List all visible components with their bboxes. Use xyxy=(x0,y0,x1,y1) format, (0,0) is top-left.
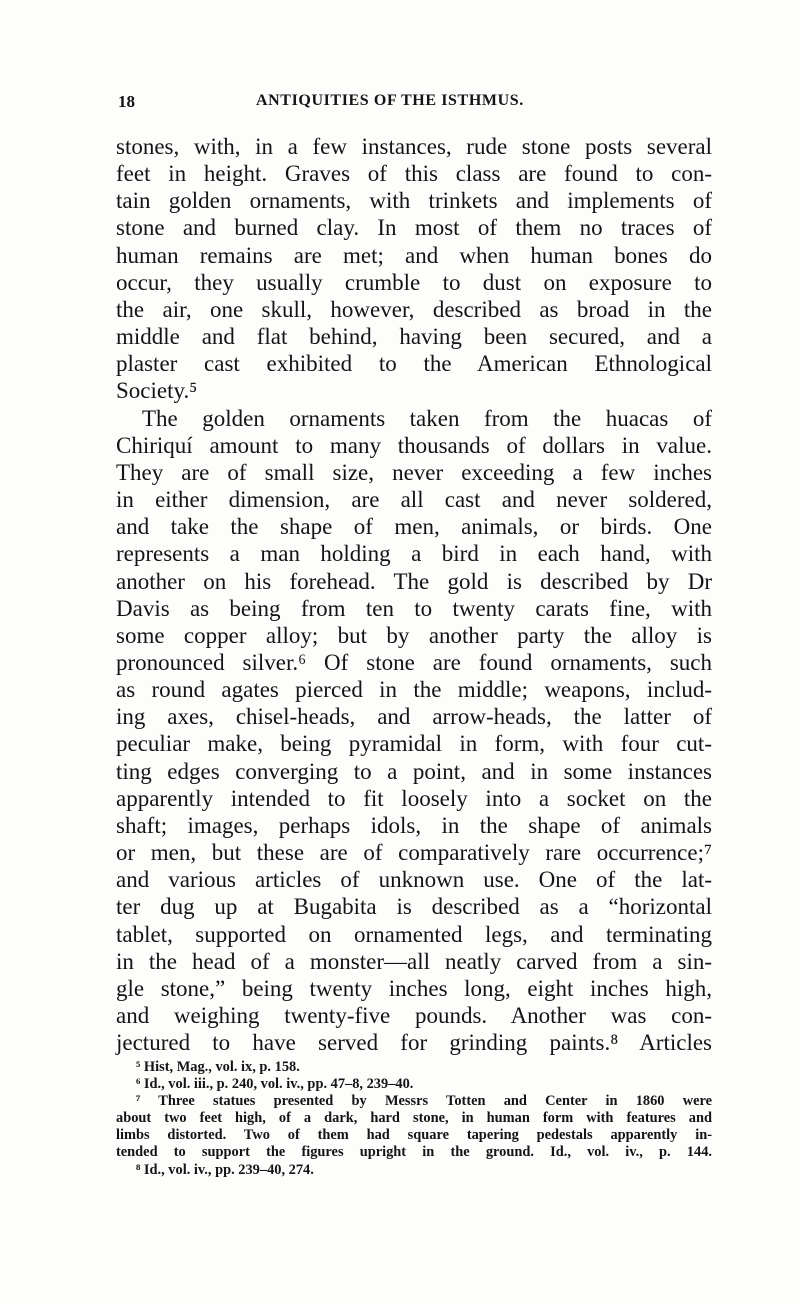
text-line: Society.⁵ xyxy=(116,378,198,404)
text-line: Davis as being from ten to twenty carats fine, with xyxy=(116,595,712,621)
page-header xyxy=(118,92,712,114)
text-line: peculiar make, being pyramidal in form, with four cut- xyxy=(116,731,712,757)
text-line: and weighing twenty-five pounds. Another was con- xyxy=(116,1003,712,1028)
text-line: as round agates pierced in the middle; weapons, includ- xyxy=(116,677,712,703)
text-line: in the head of a monster—all neatly carved from a sin- xyxy=(116,948,712,974)
footnotes xyxy=(116,1059,712,1179)
text-line: tablet, supported on ornamented legs, and terminating xyxy=(116,921,712,947)
footnote-line: about two feet high, of a dark, hard stone, in human form with features and xyxy=(116,1110,712,1127)
footnote-line: limbs distorted. Two of them had square tapering pedestals apparently in- xyxy=(116,1127,712,1144)
footnote-line: tended to support the figures upright in the ground. Id., vol. iv., p. 144. xyxy=(116,1144,712,1161)
text-line: shaft; images, perhaps idols, in the shape of animals xyxy=(116,812,712,838)
text-line: middle and flat behind, having been secured, and a xyxy=(116,324,712,350)
text-line: The golden ornaments taken from the huacas of xyxy=(142,405,712,431)
text-line: stones, with, in a few instances, rude stone posts several xyxy=(116,134,712,159)
text-line: and various articles of unknown use. One of the lat- xyxy=(116,867,712,893)
text-line: human remains are met; and when human bones do xyxy=(116,242,712,268)
text-line: occur, they usually crumble to dust on exposure to xyxy=(116,269,712,295)
text-line: gle stone,” being twenty inches long, eight inches high, xyxy=(116,975,712,1001)
footnote-line: ⁸ Id., vol. iv., pp. 239–40, 274. xyxy=(136,1161,314,1178)
text-line: stone and burned clay. In most of them no traces of xyxy=(116,215,712,241)
text-line: ter dug up at Bugabita is described as a “horizontal xyxy=(116,894,712,920)
text-line: feet in height. Graves of this class are found to con- xyxy=(116,161,712,187)
text-line: another on his forehead. The gold is described by Dr xyxy=(116,568,712,594)
text-line: and take the shape of men, animals, or birds. One xyxy=(116,514,712,540)
text-line: represents a man holding a bird in each hand, with xyxy=(116,541,712,567)
text-line: jectured to have served for grinding paints.⁸ Articles xyxy=(116,1030,712,1056)
running-title: ANTIQUITIES OF THE ISTHMUS. xyxy=(256,92,524,109)
text-line: the air, one skull, however, described as broad in the xyxy=(116,296,712,322)
text-line: or men, but these are of comparatively rare occurrence;⁷ xyxy=(116,840,712,866)
text-line: apparently intended to fit loosely into a socket on the xyxy=(116,785,712,811)
text-line: ting edges converging to a point, and in some instances xyxy=(116,758,712,784)
text-line: tain golden ornaments, with trinkets and implements of xyxy=(116,188,712,214)
text-line: pronounced silver.⁶ Of stone are found ornaments, such xyxy=(116,649,712,675)
text-line: Chiriquí amount to many thousands of dollars in value. xyxy=(116,432,712,458)
text-line: They are of small size, never exceeding a few inches xyxy=(116,459,712,485)
footnote-line: ⁶ Id., vol. iii., p. 240, vol. iv., pp. 47–8, 239–40. xyxy=(136,1076,414,1093)
footnote-line: ⁷ Three statues presented by Messrs Totten and Center in 1860 were xyxy=(136,1093,712,1110)
text-line: in either dimension, are all cast and never soldered, xyxy=(116,487,712,513)
body-text xyxy=(116,133,712,1056)
text-line: ing axes, chisel-heads, and arrow-heads, the latter of xyxy=(116,704,712,730)
text-line: some copper alloy; but by another party the alloy is xyxy=(116,622,712,648)
page-number: 18 xyxy=(118,92,135,111)
footnote-line: ⁵ Hist, Mag., vol. ix, p. 158. xyxy=(136,1059,300,1075)
text-line: plaster cast exhibited to the American Ethnological xyxy=(116,351,712,377)
